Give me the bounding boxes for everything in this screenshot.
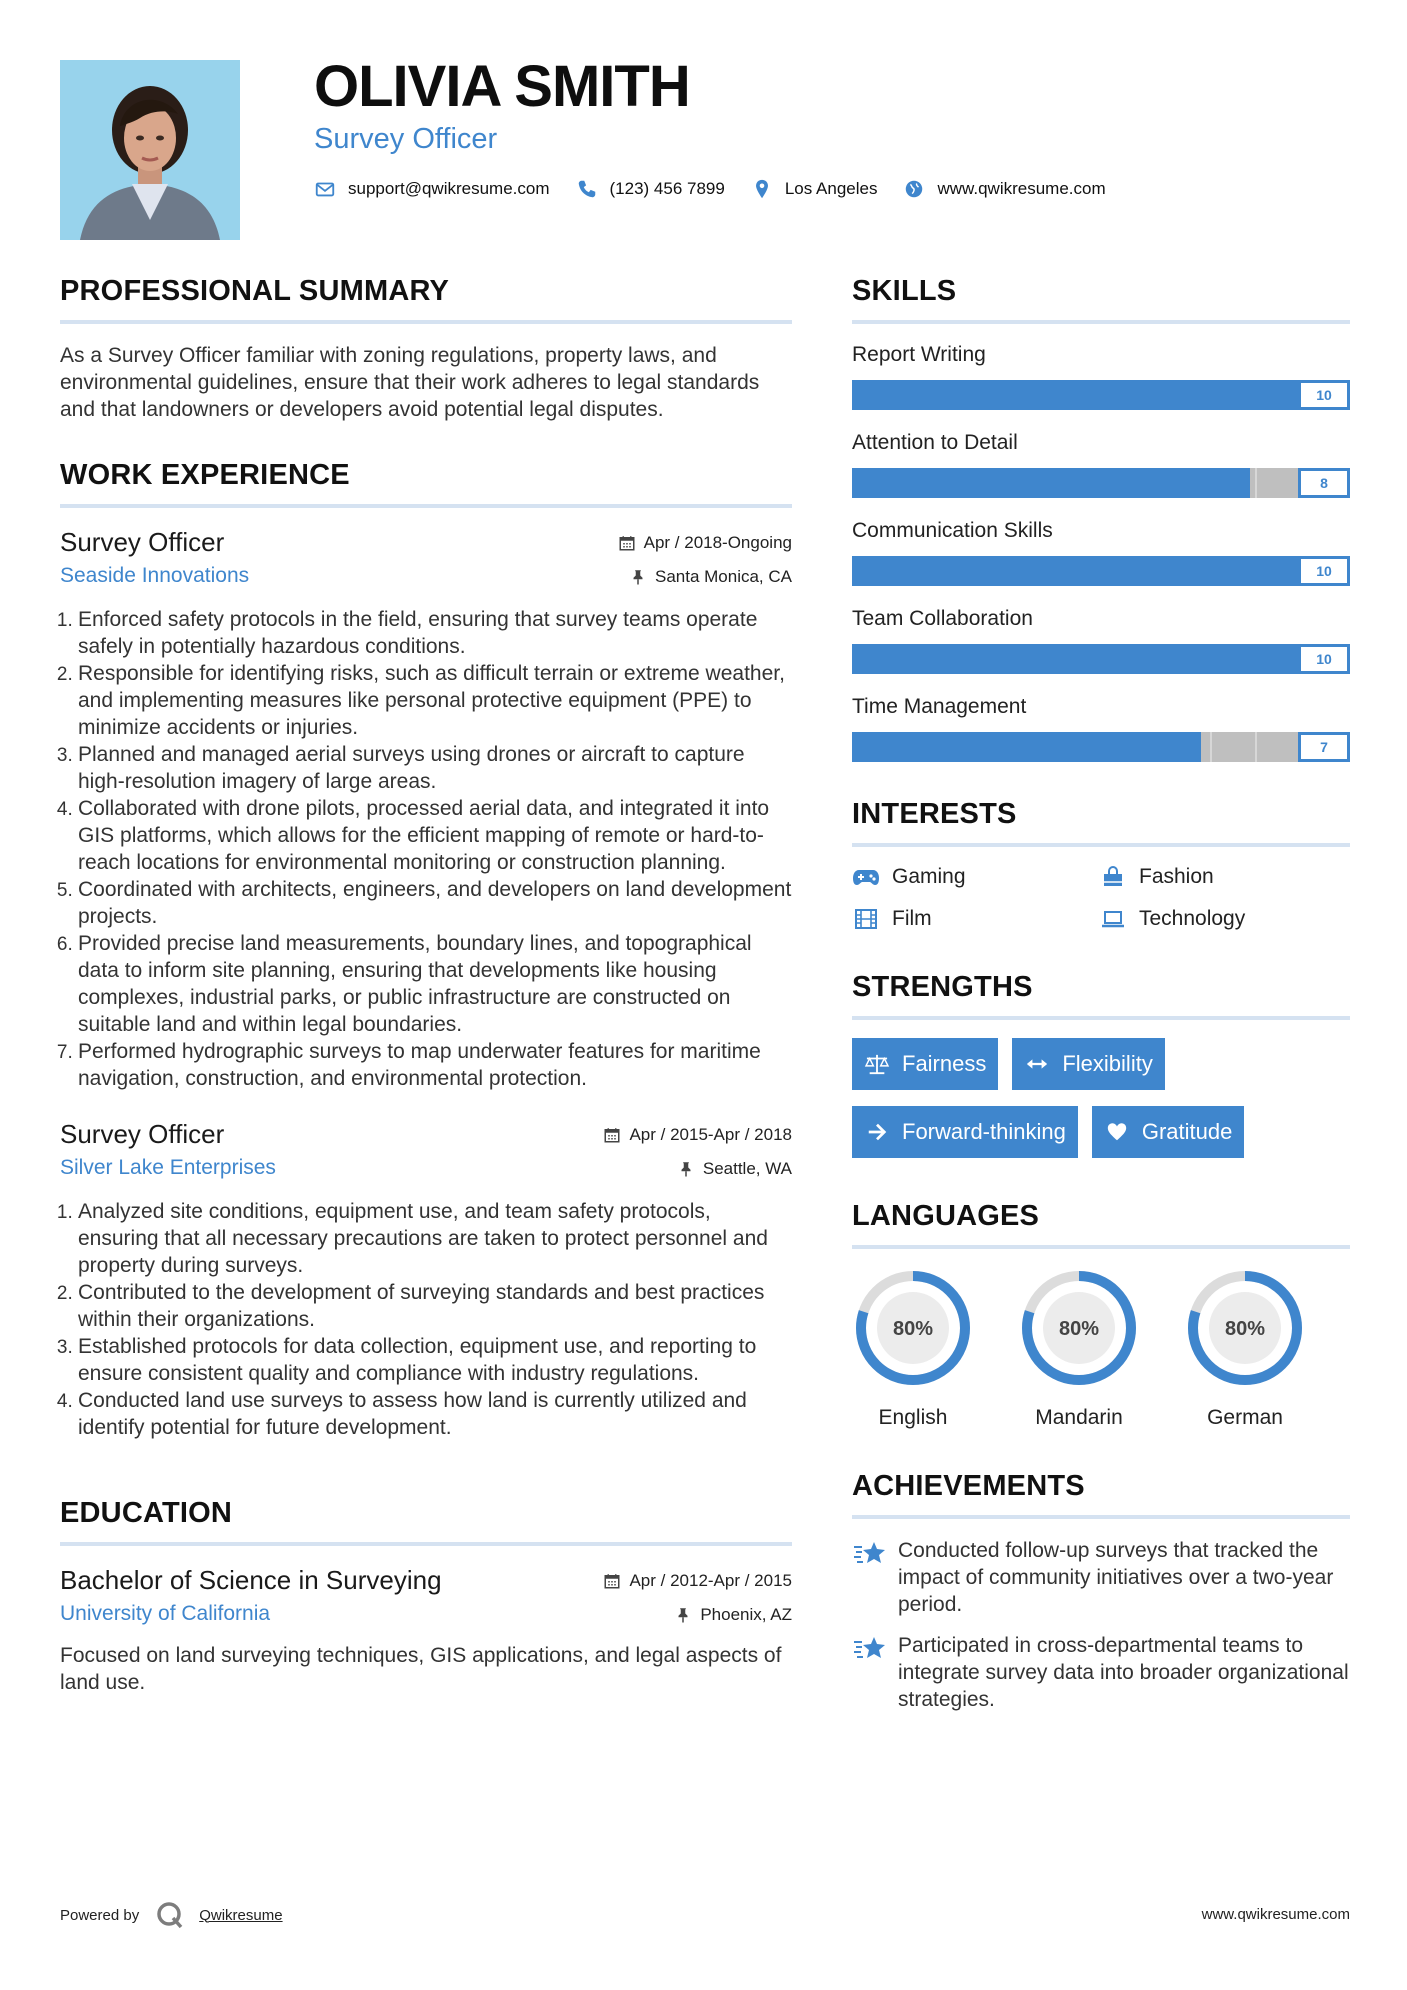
- right-column: [852, 275, 1350, 1727]
- strength-chip: [1092, 1106, 1245, 1158]
- skill-bar-fill: [852, 644, 1350, 674]
- contact-phone-text: (123) 456 7899: [609, 179, 725, 198]
- language-item: [852, 1267, 974, 1430]
- candidate-title: Survey Officer: [314, 123, 498, 155]
- qwikresume-link[interactable]: Qwikresume: [199, 1906, 283, 1924]
- section-title-strengths: STRENGTHS: [852, 971, 1350, 1020]
- strength-label: Flexibility: [1062, 1051, 1153, 1076]
- skill-name: Team Collaboration: [852, 607, 1033, 630]
- job-location: Seattle, WA: [702, 1159, 792, 1178]
- skill-bar-fill: [852, 732, 1201, 762]
- languages-list: [852, 1267, 1350, 1430]
- contact-phone[interactable]: [576, 178, 725, 200]
- skill-item: [852, 430, 1350, 498]
- duty-item: 7. Performed hydrographic surveys to map underwater features for maritime navigation, construction, and environmental protection.: [78, 1038, 792, 1092]
- skill-score: 8: [1298, 468, 1350, 498]
- language-name: Mandarin: [1035, 1406, 1123, 1429]
- interests-grid: [852, 865, 1350, 931]
- footer-powered-by: [60, 1900, 283, 1930]
- language-name: German: [1207, 1406, 1283, 1429]
- duty-item: 4. Conducted land use surveys to assess how land is currently utilized and identify potential for future development.: [78, 1387, 792, 1441]
- contact-location-text: Los Angeles: [784, 179, 878, 198]
- skill-item: [852, 606, 1350, 674]
- skill-name: Communication Skills: [852, 519, 1053, 542]
- language-donut: [852, 1267, 974, 1389]
- job-duties: [60, 606, 792, 1092]
- duty-item: 6. Provided precise land measurements, boundary lines, and topographical data to inform site planning, ensuring that developments like housing complexes, industrial parks, or public infrastructure are constructed on suitable land and within legal boundaries.: [78, 930, 792, 1038]
- footer-website[interactable]: www.qwikresume.com: [1201, 1906, 1350, 1923]
- duty-item: 2. Responsible for identifying risks, such as difficult terrain or extreme weather, and implementing measures like personal protective equipment (PPE) to minimize accidents or injuries.: [78, 660, 792, 741]
- section-title-education: EDUCATION: [60, 1497, 792, 1546]
- gamepad-icon: [852, 865, 880, 889]
- strength-chip: [852, 1106, 1078, 1158]
- education-location: Phoenix, AZ: [700, 1605, 792, 1624]
- section-title-skills: SKILLS: [852, 275, 1350, 324]
- skill-name: Time Management: [852, 695, 1027, 718]
- skill-score: 10: [1298, 556, 1350, 586]
- calendar-icon: [618, 534, 636, 552]
- education-description: Focused on land surveying techniques, GIS applications, and legal aspects of land use.: [60, 1644, 782, 1694]
- skill-bar-fill: [852, 468, 1250, 498]
- section-title-languages: LANGUAGES: [852, 1200, 1350, 1249]
- interest-label: Film: [892, 907, 932, 930]
- duty-item: 3. Established protocols for data collection, equipment use, and reporting to ensure consistent quality and compliance with industry regulations.: [78, 1333, 792, 1387]
- film-icon: [852, 907, 880, 931]
- shopping-bag-icon: [1099, 865, 1127, 889]
- skill-bar: [852, 380, 1350, 410]
- language-percent: 80%: [892, 1318, 934, 1340]
- job-location: Santa Monica, CA: [654, 567, 792, 586]
- job-role: Survey Officer: [60, 1119, 225, 1149]
- map-pin-icon: [751, 178, 773, 200]
- language-name: English: [878, 1406, 948, 1429]
- shooting-star-icon: [852, 1537, 888, 1569]
- job-entry: [60, 1118, 792, 1441]
- skill-score: 7: [1298, 732, 1350, 762]
- skill-bar: [852, 556, 1350, 586]
- interest-label: Fashion: [1139, 865, 1214, 888]
- job-duties: [60, 1198, 792, 1441]
- job-date: Apr / 2015-Apr / 2018: [629, 1125, 792, 1144]
- strength-chip: [852, 1038, 998, 1090]
- section-title-summary: PROFESSIONAL SUMMARY: [60, 275, 792, 324]
- skill-name: Report Writing: [852, 343, 986, 366]
- language-donut: [1184, 1267, 1306, 1389]
- skill-score: 10: [1298, 644, 1350, 674]
- skill-item: [852, 518, 1350, 586]
- interest-item: [852, 865, 1099, 889]
- education-school: University of California: [60, 1602, 271, 1625]
- duty-item: 1. Analyzed site conditions, equipment use, and team safety protocols, ensuring that all necessary precautions are taken to protect personnel and property during surveys.: [78, 1198, 792, 1279]
- interest-item: [1099, 865, 1350, 889]
- duty-item: 3. Planned and managed aerial surveys using drones or aircraft to capture high-resolution imagery of large areas.: [78, 741, 792, 795]
- section-title-achievements: ACHIEVEMENTS: [852, 1470, 1350, 1519]
- summary-text: As a Survey Officer familiar with zoning regulations, property laws, and environmental guidelines, ensure that their work adheres to legal standards and that landowners or developers avoid potential legal disputes.: [60, 344, 760, 421]
- left-column: [60, 275, 792, 1722]
- laptop-icon: [1099, 907, 1127, 931]
- skill-score: 10: [1298, 380, 1350, 410]
- contact-email-text: support@qwikresume.com: [348, 179, 550, 198]
- shooting-star-icon: [852, 1632, 888, 1664]
- section-title-work: WORK EXPERIENCE: [60, 459, 792, 508]
- education-date: Apr / 2012-Apr / 2015: [629, 1571, 792, 1590]
- skill-item: [852, 694, 1350, 762]
- strength-label: Forward-thinking: [902, 1119, 1066, 1144]
- skill-bar: [852, 732, 1350, 762]
- contact-bar: [314, 178, 1132, 200]
- qwikresume-logo-icon: [155, 1900, 185, 1930]
- job-entry: [60, 526, 792, 1092]
- skills-list: [852, 342, 1350, 762]
- duty-item: 5. Coordinated with architects, engineers, and developers on land development projects.: [78, 876, 792, 930]
- skill-bar-fill: [852, 380, 1350, 410]
- interest-label: Technology: [1139, 907, 1246, 930]
- contact-location: [751, 178, 878, 200]
- calendar-icon: [603, 1126, 621, 1144]
- achievement-item: [852, 1537, 1350, 1618]
- globe-icon: [903, 178, 925, 200]
- portrait-image: [60, 60, 240, 240]
- language-donut: [1018, 1267, 1140, 1389]
- arrow-right-icon: [864, 1121, 890, 1143]
- pushpin-icon: [677, 1160, 695, 1178]
- job-company: Silver Lake Enterprises: [60, 1156, 276, 1179]
- arrows-horizontal-icon: [1024, 1053, 1050, 1075]
- job-company: Seaside Innovations: [60, 564, 250, 587]
- interest-item: [1099, 907, 1350, 931]
- contact-email[interactable]: [314, 178, 550, 200]
- duty-item: 2. Contributed to the development of surveying standards and best practices within their organizations.: [78, 1279, 792, 1333]
- skill-bar: [852, 644, 1350, 674]
- envelope-icon: [314, 178, 336, 200]
- balance-scale-icon: [864, 1053, 890, 1075]
- pushpin-icon: [674, 1606, 692, 1624]
- job-role: Survey Officer: [60, 527, 225, 557]
- skill-bar-fill: [852, 556, 1350, 586]
- achievement-text: Participated in cross-departmental teams to integrate survey data into broader organizational strategies.: [898, 1634, 1349, 1711]
- education-degree: Bachelor of Science in Surveying: [60, 1565, 442, 1595]
- language-item: [1184, 1267, 1306, 1430]
- contact-website-text: www.qwikresume.com: [937, 179, 1106, 198]
- contact-website[interactable]: [903, 178, 1105, 200]
- language-percent: 80%: [1224, 1318, 1266, 1340]
- section-title-interests: INTERESTS: [852, 798, 1350, 847]
- powered-by-text: Powered by: [60, 1906, 140, 1924]
- strengths-list: [852, 1038, 1350, 1158]
- skill-bar: [852, 468, 1350, 498]
- duty-item: 4. Collaborated with drone pilots, processed aerial data, and integrated it into GIS platforms, which allows for the efficient mapping of remote or hard-to-reach locations for environmental monitoring or construction planning.: [78, 795, 792, 876]
- profile-photo: [60, 60, 240, 240]
- pushpin-icon: [629, 568, 647, 586]
- strength-chip: [1012, 1038, 1164, 1090]
- calendar-icon: [603, 1572, 621, 1590]
- achievement-text: Conducted follow-up surveys that tracked the impact of community initiatives over a two-year period.: [898, 1539, 1334, 1616]
- achievements-list: [852, 1537, 1350, 1713]
- candidate-name: OLIVIA SMITH: [314, 54, 690, 119]
- heart-icon: [1104, 1121, 1130, 1143]
- skill-name: Attention to Detail: [852, 431, 1018, 454]
- job-date: Apr / 2018-Ongoing: [643, 533, 792, 552]
- strength-label: Fairness: [902, 1051, 987, 1076]
- strength-label: Gratitude: [1141, 1119, 1233, 1144]
- skill-item: [852, 342, 1350, 410]
- language-item: [1018, 1267, 1140, 1430]
- education-entry: [60, 1564, 792, 1696]
- interest-item: [852, 907, 1099, 931]
- language-percent: 80%: [1058, 1318, 1100, 1340]
- interest-label: Gaming: [892, 865, 966, 888]
- achievement-item: [852, 1632, 1350, 1713]
- phone-icon: [576, 178, 598, 200]
- duty-item: 1. Enforced safety protocols in the field, ensuring that survey teams operate safely in potentially hazardous conditions.: [78, 606, 792, 660]
